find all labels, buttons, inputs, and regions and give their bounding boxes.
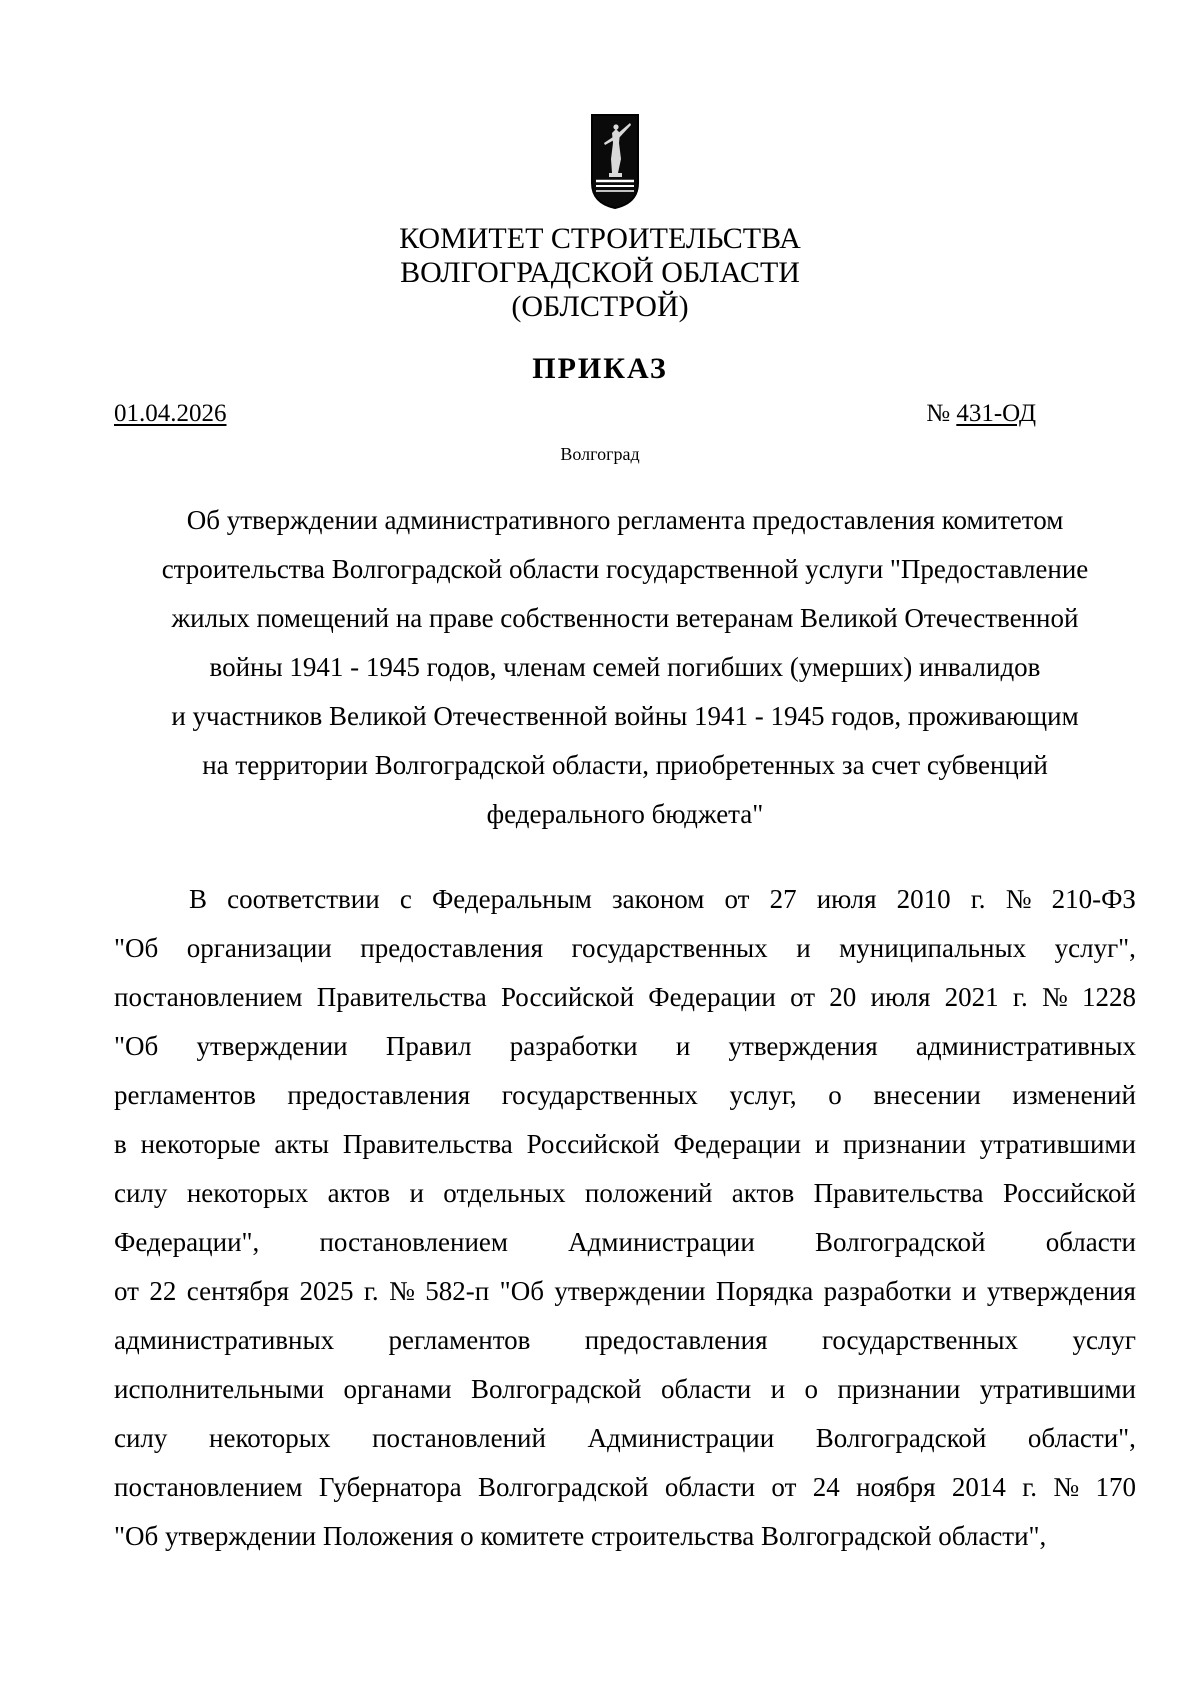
body-word: регламентов xyxy=(114,1080,256,1110)
body-word: июля xyxy=(870,982,931,1012)
body-word: № xyxy=(1053,1472,1080,1502)
body-word: 1228 xyxy=(1082,982,1136,1012)
body-word: "Об xyxy=(114,1031,159,1061)
body-word: Администрации xyxy=(568,1227,755,1257)
body-word: от xyxy=(114,1276,139,1306)
body-word: акты xyxy=(274,1129,329,1159)
body-word: 20 xyxy=(829,982,857,1012)
document-date: 01.04.2026 xyxy=(114,400,227,427)
body-line xyxy=(114,1022,1136,1071)
body-word: 27 xyxy=(769,884,797,914)
title-line: войны 1941 - 1945 годов, членам семей погибших (умерших) инвалидов xyxy=(209,652,1041,682)
body-word: области xyxy=(1045,1227,1136,1257)
body-word: исполнительными xyxy=(114,1374,325,1404)
body-word: "Об утверждении Положения о комитете строительства Волгоградской области", xyxy=(114,1521,1047,1551)
body-word: постановлением xyxy=(319,1227,508,1257)
title-line: и участников Великой Отечественной войны 1941 - 1945 годов, проживающим xyxy=(171,701,1079,731)
title-line: жилых помещений на праве собственности ветеранам Великой Отечественной xyxy=(171,603,1079,633)
body-word: государственных xyxy=(501,1080,698,1110)
body-word: некоторых xyxy=(186,1178,309,1208)
body-word: области xyxy=(664,1472,756,1502)
body-word: 2010 xyxy=(896,884,951,914)
body-word: предоставления xyxy=(287,1080,471,1110)
document-type-heading: ПРИКАЗ xyxy=(532,352,668,385)
body-word: июля xyxy=(816,884,877,914)
body-line xyxy=(114,1218,1136,1267)
body-word: 2014 xyxy=(951,1472,1006,1502)
body-line xyxy=(114,1365,1136,1414)
body-word: государственных xyxy=(821,1325,1019,1355)
body-word: утверждения xyxy=(986,1276,1136,1306)
body-word: области xyxy=(660,1374,752,1404)
body-word: отдельных xyxy=(443,1178,566,1208)
body-word: изменений xyxy=(1012,1080,1136,1110)
body-word: утверждении xyxy=(554,1276,706,1306)
body-word: Федеральным xyxy=(431,884,592,914)
body-word: признании xyxy=(837,1374,961,1404)
body-word: и xyxy=(409,1178,424,1208)
body-word: муниципальных xyxy=(839,933,1027,963)
title-line: Об утверждении административного регламента предоставления комитетом xyxy=(186,505,1064,535)
body-word: и xyxy=(796,933,811,963)
body-line xyxy=(114,1267,1136,1316)
body-word: "Об xyxy=(499,1276,544,1306)
document-number xyxy=(926,400,1036,428)
body-word: признании xyxy=(843,1129,966,1159)
body-line xyxy=(114,1071,1136,1120)
body-line xyxy=(114,1512,1136,1561)
body-word: ноября xyxy=(856,1472,936,1502)
body-word: постановлением xyxy=(114,1472,303,1502)
body-word: Правительства xyxy=(316,982,487,1012)
body-word: административных xyxy=(114,1325,335,1355)
body-word: с xyxy=(399,884,412,914)
body-word: услуг", xyxy=(1054,933,1136,963)
body-word: Правительства xyxy=(813,1178,984,1208)
body-word: Российской xyxy=(1002,1178,1136,1208)
title-line: строительства Волгоградской области государственной услуги "Предоставление xyxy=(161,554,1089,584)
body-word: области", xyxy=(1027,1423,1136,1453)
volgograd-coat-of-arms-icon xyxy=(590,113,640,210)
body-word: актов xyxy=(731,1178,795,1208)
body-word: 2021 xyxy=(944,982,999,1012)
body-word: сентября xyxy=(186,1276,290,1306)
body-word: Волгоградской xyxy=(814,1227,986,1257)
body-word: № xyxy=(1041,982,1068,1012)
body-word: г. xyxy=(363,1276,379,1306)
body-word: предоставления xyxy=(584,1325,768,1355)
body-word: услуг, xyxy=(729,1080,797,1110)
organization-name-line-3: (ОБЛСТРОЙ) xyxy=(511,290,689,323)
body-word: в xyxy=(114,1129,127,1159)
document-title xyxy=(114,496,1136,839)
body-word: и xyxy=(770,1374,786,1404)
body-word: от xyxy=(790,982,816,1012)
document-number-value: 431-ОД xyxy=(956,400,1036,427)
body-word: регламентов xyxy=(388,1325,531,1355)
body-word: разработки xyxy=(509,1031,638,1061)
body-line xyxy=(114,1316,1136,1365)
body-word: утратившими xyxy=(979,1374,1136,1404)
document-body xyxy=(114,875,1136,1561)
body-word: Волгоградской xyxy=(471,1374,642,1404)
body-word: утверждения xyxy=(728,1031,878,1061)
body-word: силу xyxy=(114,1423,168,1453)
body-word: Российской xyxy=(500,982,635,1012)
body-word: соответствии xyxy=(227,884,380,914)
organization-name-line-2: ВОЛГОГРАДСКОЙ ОБЛАСТИ xyxy=(400,256,800,289)
body-word: Волгоградской xyxy=(477,1472,649,1502)
body-word: 2025 xyxy=(299,1276,354,1306)
body-word: "Об xyxy=(114,933,159,963)
body-word: актов xyxy=(327,1178,391,1208)
body-word: о xyxy=(804,1374,819,1404)
body-word: государственных xyxy=(571,933,768,963)
body-word: 24 xyxy=(812,1472,840,1502)
body-word: некоторые xyxy=(140,1129,261,1159)
body-word: некоторых xyxy=(209,1423,331,1453)
body-word: 210-ФЗ xyxy=(1051,884,1136,914)
body-word: Администрации xyxy=(587,1423,775,1453)
body-word: о xyxy=(828,1080,842,1110)
body-word: 170 xyxy=(1095,1472,1136,1502)
body-word: № xyxy=(389,1276,415,1306)
title-line: федерального бюджета" xyxy=(486,799,764,829)
body-word: Правительства xyxy=(342,1129,513,1159)
body-word: Порядка xyxy=(715,1276,814,1306)
body-word: 582-п xyxy=(425,1276,490,1306)
body-word: г. xyxy=(1012,982,1028,1012)
body-word: Российской xyxy=(526,1129,660,1159)
body-line xyxy=(114,1169,1136,1218)
body-line xyxy=(114,1463,1136,1512)
body-word: постановлений xyxy=(372,1423,546,1453)
body-word: утратившими xyxy=(979,1129,1136,1159)
body-line xyxy=(114,875,1136,924)
body-line xyxy=(114,924,1136,973)
body-word: силу xyxy=(114,1178,168,1208)
body-word: утверждении xyxy=(196,1031,348,1061)
body-word: органами xyxy=(343,1374,452,1404)
body-word: от xyxy=(724,884,750,914)
body-word: от xyxy=(771,1472,797,1502)
title-line: на территории Волгоградской области, приобретенных за счет субвенций xyxy=(202,750,1048,780)
body-line xyxy=(114,1120,1136,1169)
body-word: Правил xyxy=(385,1031,472,1061)
body-word: № xyxy=(1005,884,1032,914)
body-word: Федерации xyxy=(673,1129,801,1159)
body-word: положений xyxy=(584,1178,713,1208)
number-sign: № xyxy=(926,400,957,427)
body-word: Волгоградской xyxy=(815,1423,987,1453)
body-line xyxy=(114,1414,1136,1463)
body-word: г. xyxy=(1022,1472,1038,1502)
body-word: предоставления xyxy=(360,933,544,963)
body-line xyxy=(114,973,1136,1022)
body-word: административных xyxy=(915,1031,1136,1061)
body-word: организации xyxy=(186,933,332,963)
document-city: Волгоград xyxy=(560,444,640,464)
organization-name-line-1: КОМИТЕТ СТРОИТЕЛЬСТВА xyxy=(399,222,801,255)
body-word: законом xyxy=(611,884,705,914)
body-word: Федерации xyxy=(648,982,776,1012)
body-word: и xyxy=(675,1031,691,1061)
body-word: и xyxy=(814,1129,830,1159)
body-word: Губернатора xyxy=(318,1472,462,1502)
body-word: Федерации", xyxy=(114,1227,260,1257)
body-word: внесении xyxy=(873,1080,981,1110)
body-word: В xyxy=(189,884,208,914)
body-word: и xyxy=(961,1276,977,1306)
body-word: 22 xyxy=(149,1276,177,1306)
body-word: г. xyxy=(970,884,986,914)
body-word: услуг xyxy=(1072,1325,1136,1355)
body-word: разработки xyxy=(823,1276,952,1306)
body-word: постановлением xyxy=(114,982,303,1012)
